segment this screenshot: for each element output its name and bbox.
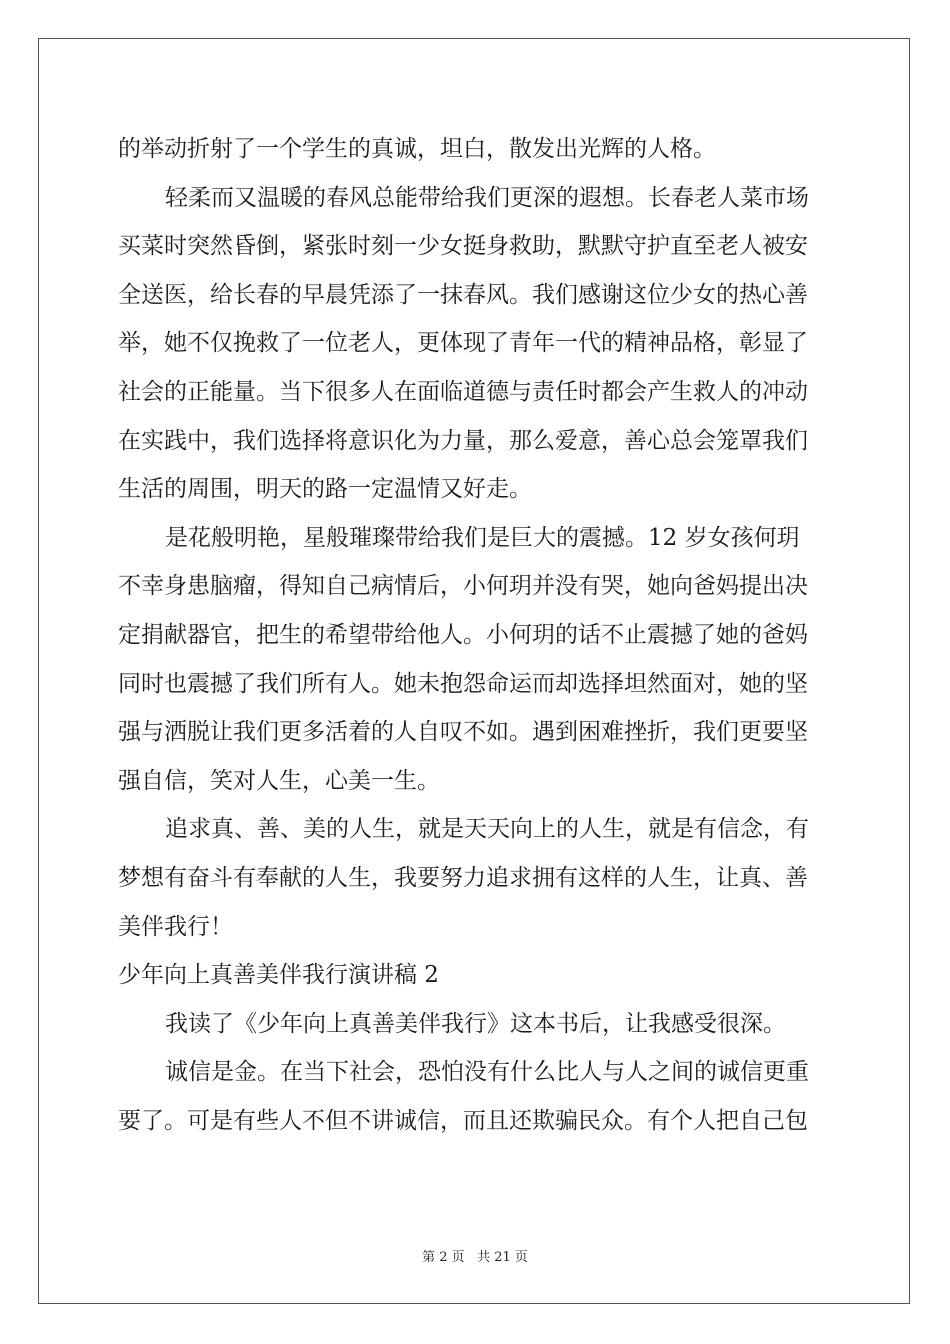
text-line: 的举动折射了一个学生的真诚，坦白，散发出光辉的人格。 xyxy=(118,136,716,162)
text-line: 买菜时突然昏倒，紧张时刻一少女挺身救助，默默守护直至老人被安 xyxy=(118,233,808,260)
text-line: 追求真、善、美的人生，就是天天向上的人生，就是有信念，有 xyxy=(165,816,809,843)
page-footer xyxy=(0,1246,950,1265)
text-line: 强与洒脱让我们更多活着的人自叹不如。遇到困难挫折，我们更要坚 xyxy=(118,719,808,746)
page-total: 共 21 页 xyxy=(477,1250,528,1265)
text-line: 生活的周围，明天的路一定温情又好走。 xyxy=(118,476,532,503)
document-body xyxy=(118,125,834,1145)
text-line: 全送医，给长春的早晨凭添了一抹春风。我们感谢这位少女的热心善 xyxy=(118,281,808,308)
text-line: 我读了《少年向上真善美伴我行》这本书后，让我感受很深。 xyxy=(165,1010,786,1037)
text-line: 不幸身患脑瘤，得知自己病情后，小何玥并没有哭，她向爸妈提出决 xyxy=(118,573,808,600)
text-line: 同时也震撼了我们所有人。她未抱怨命运而却选择坦然面对，她的坚 xyxy=(118,670,808,697)
text-line: 美伴我行！ xyxy=(118,913,233,940)
text-line: 社会的正能量。当下很多人在面临道德与责任时都会产生救人的冲动 xyxy=(118,378,808,405)
text-line: 举，她不仅挽救了一位老人，更体现了青年一代的精神品格，彰显了 xyxy=(118,330,808,357)
text-line: 诚信是金。在当下社会，恐怕没有什么比人与人之间的诚信更重 xyxy=(165,1059,809,1086)
text-line: 在实践中，我们选择将意识化为力量，那么爱意，善心总会笼罩我们 xyxy=(118,427,808,454)
text-line: 强自信，笑对人生，心美一生。 xyxy=(118,767,440,794)
text-line: 轻柔而又温暖的春风总能带给我们更深的遐想。长春老人菜市场 xyxy=(165,184,809,211)
text-line: 梦想有奋斗有奉献的人生，我要努力追求拥有这样的人生，让真、善 xyxy=(118,864,808,891)
text-line: 要了。可是有些人不但不讲诚信，而且还欺骗民众。有个人把自己包 xyxy=(118,1107,808,1134)
section-heading: 少年向上真善美伴我行演讲稿 2 xyxy=(118,962,439,989)
text-line: 定捐献器官，把生的希望带给他人。小何玥的话不止震撼了她的爸妈 xyxy=(118,621,808,648)
page-number: 第 2 页 xyxy=(422,1250,465,1265)
text-line: 是花般明艳，星般璀璨带给我们是巨大的震撼。12 岁女孩何玥 xyxy=(165,524,800,551)
